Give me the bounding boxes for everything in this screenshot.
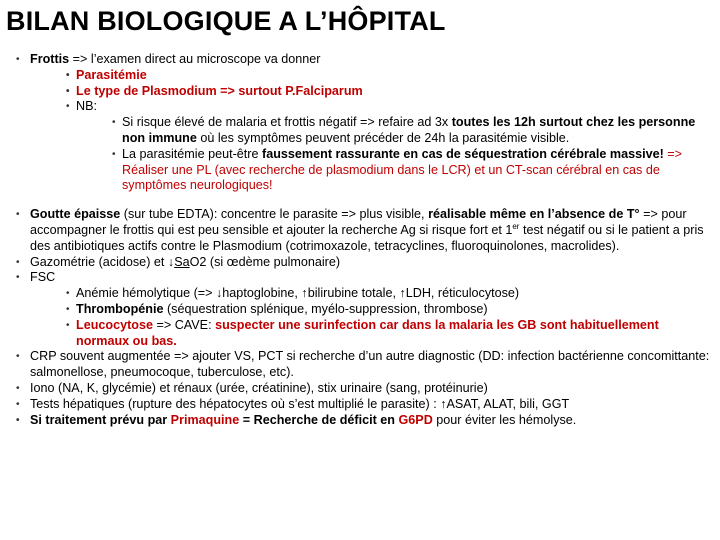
- list-item-parasitemie: • Parasitémie: [64, 68, 714, 84]
- list-item-leucocytose: [64, 318, 714, 350]
- goutte-text-d: test négatif ou si le patient a pris des antibiotiques actifs contre le Plasmodium (cotrimoxazole, tetracyclines, fluoroquinolones, macrolides).: [30, 222, 704, 253]
- frottis-text: => l’examen direct au microscope va donner: [69, 52, 321, 66]
- list-item-gazometrie: [14, 255, 714, 271]
- nb1-text-c: où les symptômes peuvent précéder de 24h la parasitémie visible.: [196, 130, 570, 145]
- leuco-warning: suspecter une surinfection car dans la malaria les GB sont habituellement normaux ou bas.: [76, 317, 659, 348]
- goutte-label: Goutte épaisse: [30, 207, 121, 222]
- gazo-arrow: ↓: [167, 254, 175, 269]
- nb-label: NB:: [76, 99, 97, 114]
- trait-text-a: Si traitement prévu par: [30, 412, 171, 427]
- list-item-plasmodium-type: • Le type de Plasmodium => surtout P.Falciparum: [64, 84, 714, 100]
- fsc-label: FSC: [30, 270, 56, 285]
- trait-primaquine: Primaquine: [170, 412, 240, 427]
- thrombo-text: (séquestration splénique, myélo-suppression, thrombose): [163, 301, 488, 316]
- list-item-nb-risque: [110, 115, 714, 147]
- trait-g6pd: G6PD: [398, 412, 433, 427]
- frottis-label: Frottis: [30, 52, 70, 66]
- list-item-nb-parasitemie: [110, 147, 714, 194]
- fsc-sublist: [64, 286, 714, 349]
- goutte-text-a: (sur tube EDTA): concentre le parasite => plus visible,: [120, 207, 429, 222]
- thrombo-label: Thrombopénie: [76, 301, 164, 316]
- goutte-sup: er: [512, 221, 520, 231]
- list-item-tests-hepatiques: • Tests hépatiques (rupture des hépatocytes où s’est multiplié le parasite) : ↑ASAT, ALAT, bili, GGT: [14, 397, 714, 413]
- page-title: BILAN BIOLOGIQUE A L’HÔPITAL: [6, 6, 446, 36]
- nb2-text-b: faussement rassurante en cas de séquestration cérébrale massive!: [262, 146, 664, 161]
- list-item-fsc: [14, 270, 714, 349]
- list-item-traitement: [14, 413, 714, 429]
- list-item-goutte: [14, 207, 714, 254]
- gazo-text-a: Gazométrie (acidose) et: [30, 254, 168, 269]
- list-item-anemie: • Anémie hémolytique (=> ↓haptoglobine, ↑bilirubine totale, ↑LDH, réticulocytose): [64, 286, 714, 302]
- list-item-crp: • CRP souvent augmentée => ajouter VS, PCT si recherche d’un autre diagnostic (DD: infection bactérienne concomittante: salmonellose, pneumocoque, tuberculose, etc).: [14, 349, 714, 381]
- content-body: [14, 52, 714, 428]
- goutte-text-b: réalisable même en l’absence de T°: [428, 207, 640, 222]
- nb2-text-a: La parasitémie peut-être: [122, 146, 263, 161]
- trait-text-c: pour éviter les hémolyse.: [432, 412, 577, 427]
- leuco-text: => CAVE:: [153, 317, 216, 332]
- list-item-thrombopenie: [64, 302, 714, 318]
- leuco-label: Leucocytose: [76, 317, 153, 332]
- trait-text-b: = Recherche de déficit en: [239, 412, 399, 427]
- spacer: [30, 194, 714, 207]
- list-item-nb: [64, 99, 714, 194]
- nb2-text-c: => Réaliser une PL (avec recherche de plasmodium dans le LCR) et un CT-scan cérébral en cas de symptômes neurologiques!: [122, 146, 683, 193]
- list-item-frottis: [14, 52, 714, 207]
- nb1-text-b: toutes les 12h surtout chez les personne non immune: [122, 115, 696, 145]
- main-list: [14, 52, 714, 428]
- goutte-text-c: => pour accompagner le frottis qui est peu sensible et ajouter la recherche Ag si risque fort et 1: [30, 207, 687, 237]
- nb1-text-a: Si risque élevé de malaria et frottis négatif => refaire ad 3x: [122, 115, 452, 130]
- gazo-text-c: O2 (si œdème pulmonaire): [189, 254, 341, 269]
- list-item-iono: • Iono (NA, K, glycémie) et rénaux (urée, créatinine), stix urinaire (sang, protéinurie): [14, 381, 714, 397]
- frottis-sublist: [64, 68, 714, 194]
- nb-sublist: [110, 115, 714, 194]
- gazo-sao2: Sa: [174, 254, 190, 269]
